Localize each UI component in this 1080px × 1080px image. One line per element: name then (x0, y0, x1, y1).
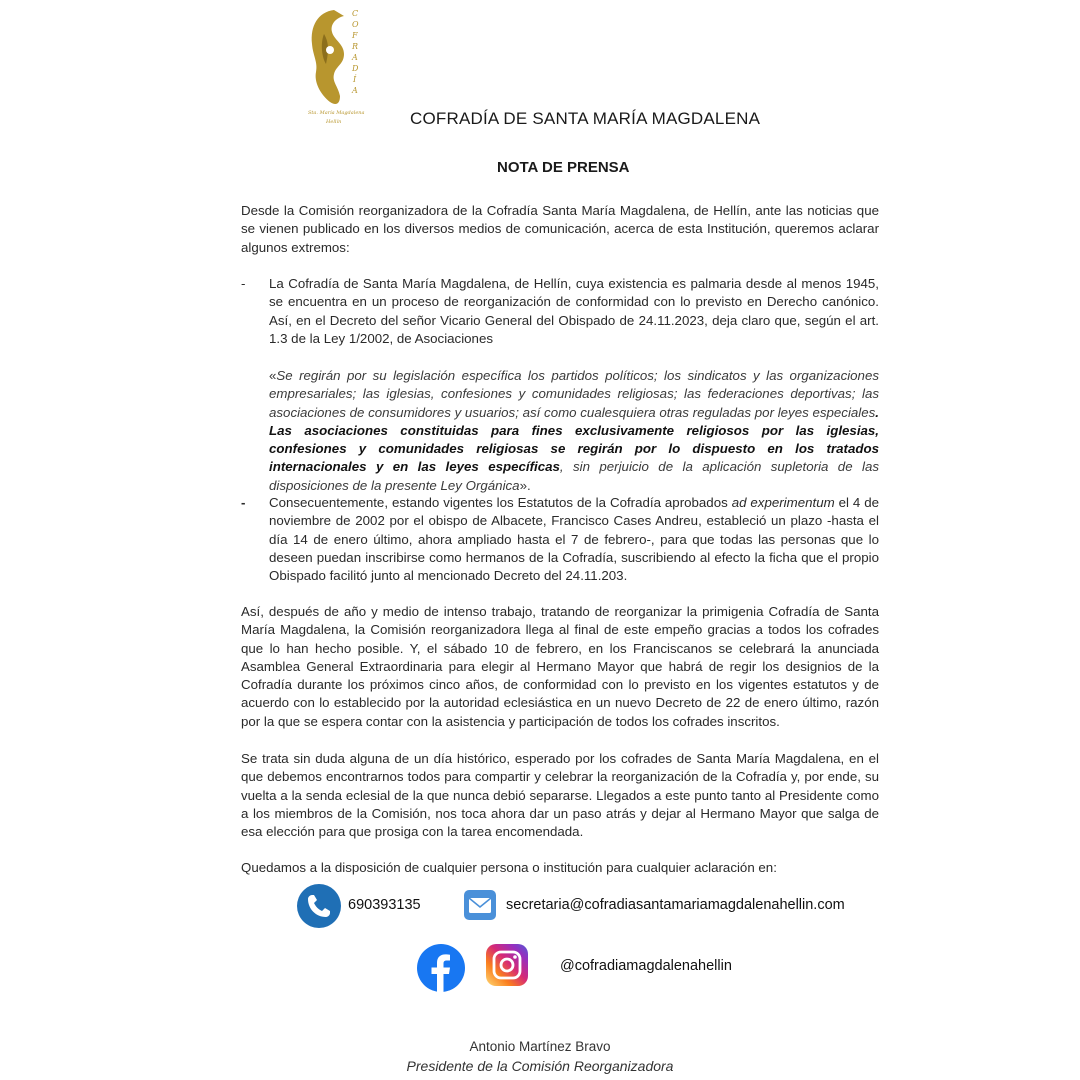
quote-dot: . (875, 404, 879, 420)
quote-part-2: , sin perjuicio de la aplicación supletoria de las disposiciones de la presente Ley Orgánica (269, 459, 879, 493)
bullet-text (269, 494, 879, 585)
instagram-icon[interactable] (486, 944, 528, 986)
facebook-icon[interactable] (417, 944, 465, 992)
email-link[interactable]: secretaria@cofradiasantamariamagdalenahellin.com (506, 897, 845, 913)
svg-text:F: F (352, 31, 358, 40)
law-quote (269, 367, 879, 495)
phone-icon (297, 884, 341, 928)
svg-text:C: C (352, 9, 359, 18)
social-handle-link[interactable]: @cofradiamagdalenahellin (560, 958, 732, 974)
bullet-marker: - (241, 276, 246, 291)
quote-open: « (269, 368, 277, 383)
svg-text:R: R (352, 42, 359, 51)
quote-part-1: Se regirán por su legislación específica los partidos políticos; los sindicatos y las organizaciones empresariales; las iglesias, confesiones y comunidades religiosas; las federaciones deportivas; las asociaciones de consumidores y usuarios; así como cualesquiera otras reguladas por leyes especiales (269, 368, 879, 420)
paragraph-assembly: Así, después de año y medio de intenso trabajo, tratando de reorganizar la primigenia Cofradía de Santa María Magdalena, la Comisión reorganizadora llega al final de este empeño gracias a todos los cofrades que lo han hecho posible. Y, el sábado 10 de febrero, en los Franciscanos se celebrará la anunciada Asamblea General Extraordinaria para elegir al Hermano Mayor que habrá de regir los designios de la Cofradía durante los próximos cinco años, de conformidad con lo previsto en los vigentes estatutos y de acuerdo con lo establecido por la autoridad eclesiástica en un nuevo Decreto de 22 de enero último, razón por la que se espera contar con la asistencia y participación de todos los cofrades inscritos. (241, 604, 879, 729)
phone-number-link[interactable]: 690393135 (348, 897, 421, 913)
intro-paragraph: Desde la Comisión reorganizadora de la Cofradía Santa María Magdalena, de Hellín, ante las noticias que se vienen publicado en los diversos medios de comunicación, acerca de esta Institución, queremos aclarar algunos extremos: (241, 203, 879, 255)
svg-text:Í: Í (353, 75, 357, 84)
quote-close: ». (519, 477, 531, 493)
signature-name: Antonio Martínez Bravo (469, 1039, 611, 1054)
svg-text:Sta. María Magdalena: Sta. María Magdalena (308, 110, 365, 116)
bullet-item-2 (241, 494, 879, 585)
svg-text:D: D (352, 64, 359, 73)
quote-bold: Las asociaciones constituidas para fines exclusivamente religiosos por las iglesias, confesiones y comunidades religiosas se regirán por lo dispuesto en los tratados internacionales y en las leyes específicas (269, 422, 879, 475)
page-subtitle: NOTA DE PRENSA (497, 159, 630, 176)
svg-text:A: A (352, 86, 358, 95)
signature-role: Presidente de la Comisión Reorganizadora (406, 1058, 674, 1074)
mail-icon (464, 890, 496, 920)
svg-text:Hellín: Hellín (326, 119, 342, 125)
bullet-text: La Cofradía de Santa María Magdalena, de Hellín, cuya existencia es palmaria desde al menos 1945, se encuentra en un proceso de reorganización de conformidad con lo previsto en Derecho canónico. Así, en el Decreto del señor Vicario General del Obispado de 24.11.2023, deja claro que, según el art. 1.3 de la Ley 1/2002, de Asociaciones (269, 276, 879, 346)
cofradia-logo (300, 4, 372, 128)
bullet-item-1 (241, 275, 879, 348)
paragraph-contact-intro: Quedamos a la disposición de cualquier persona o institución para cualquier aclaración en: (241, 860, 777, 875)
svg-text:O: O (352, 20, 359, 29)
bullet-marker: - (241, 495, 246, 510)
paragraph-historic-day: Se trata sin duda alguna de un día histórico, esperado por los cofrades de Santa María Magdalena, en el que debemos encontrarnos todos para compartir y celebrar la reorganización de la Cofradía y, por ende, su vuelta a la senda eclesial de la que nunca debió separarse. Llegados a este punto tanto al Presidente como a los miembros de la Comisión, nos toca ahora dar un paso atrás y dejar al Hermano Mayor que salga de esa elección para que prosiga con la tarea encomendada. (241, 751, 879, 840)
bullet-text-b: el 4 de noviembre de 2002 por el obispo de Albacete, Francisco Cases Andreu, estableció un plazo -hasta el día 14 de enero último, ahora ampliado hasta el 7 de febrero-, para que todas las personas que lo deseen puedan inscribirse como hermanos de la Cofradía, suscribiendo al efecto la ficha que el propio Obispado facilitó junto al mencionado Decreto del 24.11.203. (269, 495, 880, 584)
page-title: COFRADÍA DE SANTA MARÍA MAGDALENA (410, 109, 761, 128)
bullet-text-a: Consecuentemente, estando vigentes los Estatutos de la Cofradía aprobados (269, 495, 732, 510)
svg-text:A: A (352, 53, 358, 62)
bullet-text-em: ad experimentum (731, 495, 835, 510)
